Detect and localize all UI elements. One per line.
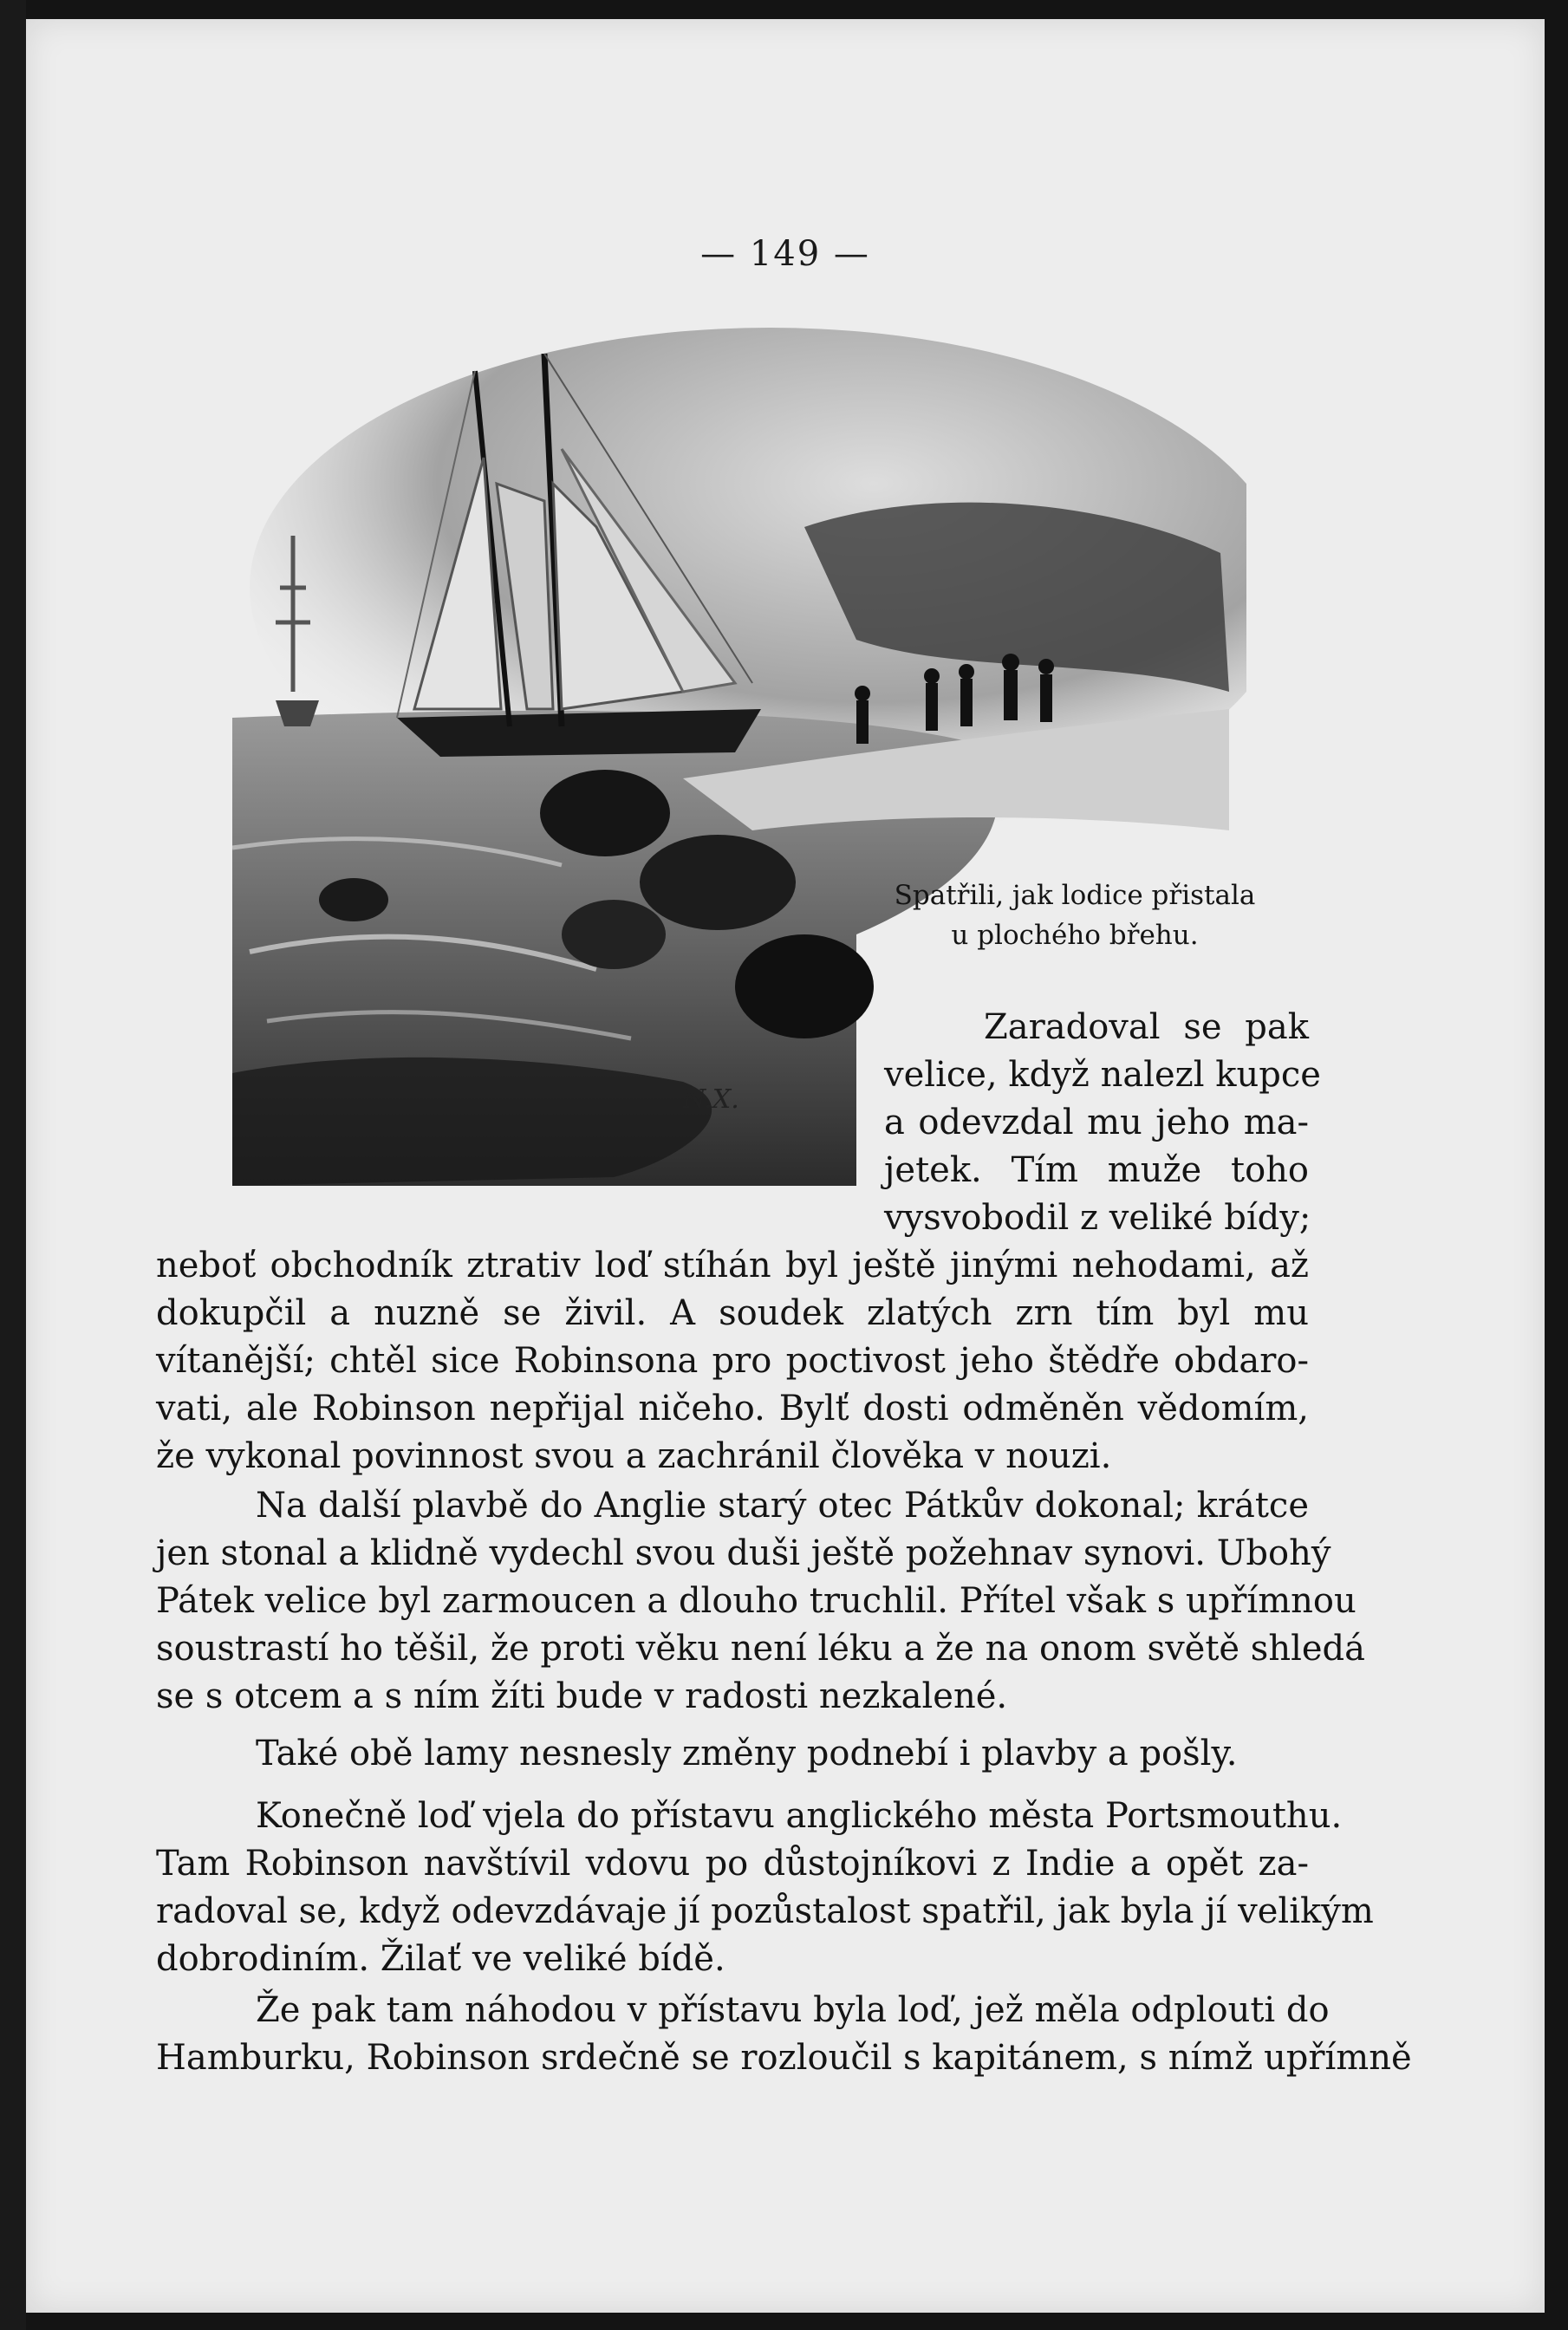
caption-line: Spatřili, jak lodice přistala [894,880,1256,911]
text-line: jetek. Tím muže toho [884,1150,1309,1190]
illustration-caption [858,875,1291,955]
text-line: neboť obchodník ztrativ loď stíhán byl ještě jinými nehodami, až [156,1246,1309,1285]
text-line: vati, ale Robinson nepřijal ničeho. Bylť dosti odměněn vědomím, [156,1389,1309,1429]
text-line: jen stonal a klidně vydechl svou duši ještě požehnav synovi. Ubohý [156,1533,1331,1573]
text-line: že vykonal povinnost svou a zachránil člověka v nouzi. [156,1436,1112,1476]
text-line: soustrastí ho těšil, že proti věku není léku a že na onom světě shledá [156,1629,1365,1669]
text-line: a odevzdal mu jeho ma- [884,1103,1309,1142]
text-line: Tam Robinson navštívil vdovu po důstojníkovi z Indie a opět za- [156,1844,1309,1884]
paragraph-5 [156,1987,1412,2082]
text-line: Na další plavbě do Anglie starý otec Pátkův dokonal; krátce [256,1486,1309,1526]
text-line: Zaradoval se pak [984,1007,1309,1047]
paragraph-1 [156,1242,1309,1481]
paragraph-4 [156,1793,1374,1983]
text-line: Hamburku, Robinson srdečně se rozloučil s kapitánem, s nímž upřímně [156,2038,1412,2078]
text-line: dobrodiním. Žilať ve veliké bídě. [156,1939,725,1979]
text-line: vítanější; chtěl sice Robinsona pro poctivost jeho štědře obdaro- [156,1341,1309,1381]
illustration-signature: N.X. [683,1084,739,1115]
caption-line: u plochého břehu. [951,920,1199,951]
book-spine-edge [0,0,26,2330]
text-line: Konečně loď vjela do přístavu anglického města Portsmouthu. [256,1796,1343,1836]
paragraph-1-narrow [884,1004,1321,1242]
text-line: se s otcem a s ním žíti bude v radosti nezkalené. [156,1676,1008,1716]
text-line: Také obě lamy nesnesly změny podnebí i plavby a pošly. [256,1734,1238,1774]
page-number: — 149 — [700,234,870,274]
paragraph-2 [156,1482,1365,1721]
text-line: Že pak tam náhodou v přístavu byla loď, jež měla odplouti do [256,1990,1330,2030]
text-line: dokupčil a nuzně se živil. A soudek zlatých zrn tím byl mu [156,1293,1309,1333]
text-line: Pátek velice byl zarmoucen a dlouho truchlil. Přítel však s upřímnou [156,1581,1357,1621]
text-line: velice, když nalezl kupce [884,1055,1321,1095]
paragraph-3 [156,1730,1309,1778]
text-line: radoval se, když odevzdávaje jí pozůstalost spatřil, jak byla jí velikým [156,1891,1374,1931]
text-line: vysvobodil z veliké bídy; [884,1198,1311,1238]
